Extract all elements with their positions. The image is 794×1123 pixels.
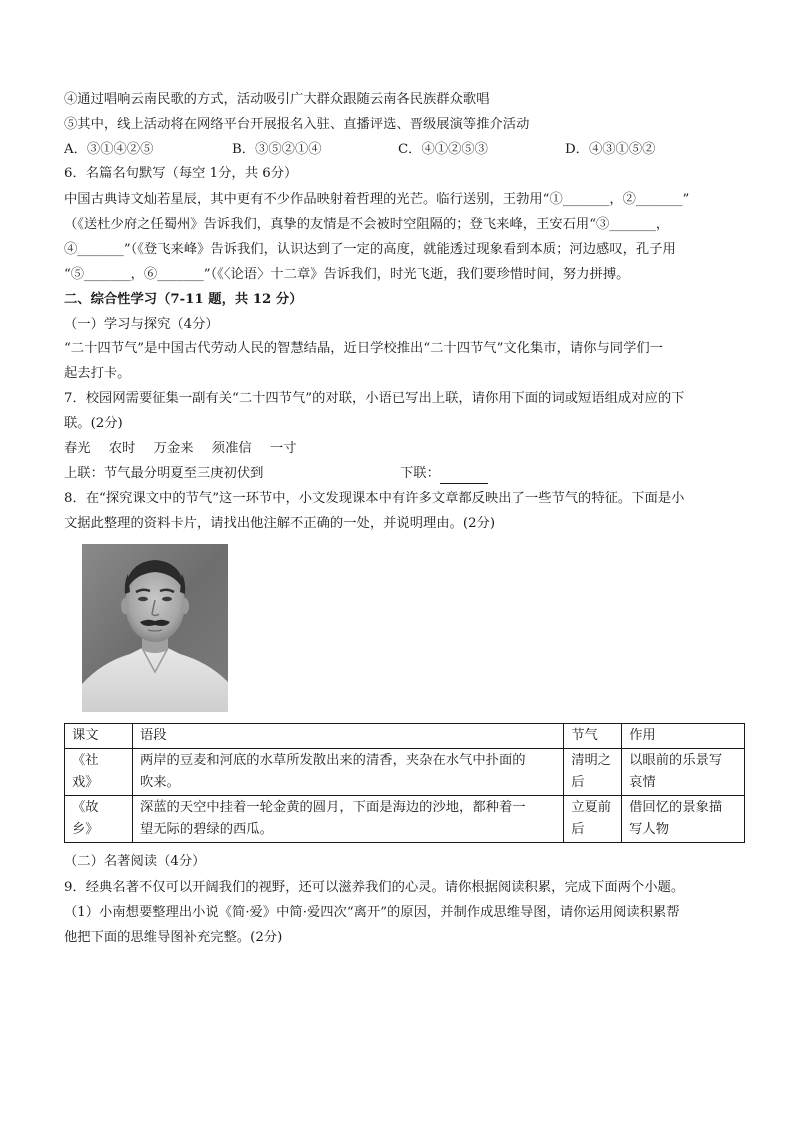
cell-passage: [132, 796, 563, 843]
q9-sub1-line-1: （1）小南想要整理出小说《简·爱》中简·爱四次“离开”的原因，并制作成思维导图，请你运用阅读积累帮: [64, 905, 680, 920]
q6-line-4: “⑤_______，⑥_______”（《〈论语〉十二章》告诉我们，时光飞逝，我们要珍惜时间，努力拼搏。: [64, 267, 630, 282]
cell-lesson: [65, 796, 133, 843]
cell-line: 乡》: [72, 822, 99, 837]
q7-word-bank: [64, 440, 311, 458]
q7-lower-blank[interactable]: [440, 465, 488, 484]
table-row: [65, 796, 745, 843]
cell-line: 以眼前的乐景写: [629, 753, 723, 768]
q8-line-2: 文据此整理的资料卡片，请找出他注解不正确的一处，并说明理由。(2分): [64, 516, 496, 531]
portrait-illustration: [82, 544, 228, 712]
cell-line: 后: [571, 775, 585, 790]
cell-line: 《故: [72, 800, 99, 815]
q7-word: 一寸: [269, 441, 297, 456]
q6-line-3: ④_______”（《登飞来峰》告诉我们，认识达到了一定的高度，就能透过现象看到本质；河边感叹，孔子用: [64, 242, 676, 257]
q5-option-a: A．③①④②⑤: [64, 142, 154, 157]
q9-line-1: 9．经典名著不仅可以开阔我们的视野，还可以滋养我们的心灵。请你根据阅读积累，完成下面两个小题。: [64, 880, 685, 895]
header-effect: 作用: [622, 724, 745, 749]
q7-word: 万金来: [153, 441, 194, 456]
cell-line: 后: [571, 822, 585, 837]
cell-effect: [622, 749, 745, 796]
header-passage: 语段: [132, 724, 563, 749]
part-1-title: （一）学习与探究（4分）: [64, 317, 219, 332]
cell-line: 两岸的豆麦和河底的水草所发散出来的清香，夹杂在水气中扑面的: [139, 753, 526, 768]
q8-line-1: 8．在“探究课文中的节气”这一环节中，小文发现课本中有许多文章都反映出了一些节气的特征。下面是小: [64, 491, 685, 506]
table-header-row: [65, 724, 745, 749]
table-row: [65, 749, 745, 796]
q7-lower-label: 下联：: [400, 466, 440, 481]
cell-effect: [622, 796, 745, 843]
cell-line: 深蓝的天空中挂着一轮金黄的圆月，下面是海边的沙地，都种着一: [139, 800, 526, 815]
cell-term: [564, 796, 622, 843]
section-2-intro-line-2: 起去打卡。: [64, 366, 131, 381]
q8-notes-table: [64, 723, 745, 843]
q9-sub1-line-2: 他把下面的思维导图补充完整。(2分): [64, 930, 283, 945]
q7-upper-couplet: 上联：节气最分明夏至三庚初伏到: [64, 466, 264, 481]
q5-item-5: ⑤其中，线上活动将在网络平台开展报名入驻、直播评选、晋级展演等推介活动: [64, 117, 530, 132]
cell-line: 清明之: [571, 753, 612, 768]
cell-passage: [132, 749, 563, 796]
q7-word: 须准信: [211, 441, 252, 456]
portrait-photo: [82, 544, 228, 712]
q6-line-1: 中国古典诗文灿若星辰，其中更有不少作品映射着哲理的光芒。临行送别，王勃用“①_______，②_______”: [64, 192, 690, 207]
cell-line: 立夏前: [571, 800, 612, 815]
cell-term: [564, 749, 622, 796]
q7-line-2: 联。(2分): [64, 416, 123, 431]
q5-option-b: B．③⑤②①④: [232, 142, 322, 157]
part-2-title: （二）名著阅读（4分）: [64, 854, 206, 869]
cell-line: 《社: [72, 753, 99, 768]
q7-lower-couplet: [400, 465, 488, 484]
q5-item-4: ④通过唱响云南民歌的方式，活动吸引广大群众跟随云南各民族群众歌唱: [64, 92, 490, 107]
cell-line: 借回忆的景象描: [629, 800, 723, 815]
cell-line: 写人物: [629, 822, 670, 837]
q7-word: 春光: [64, 441, 91, 456]
q5-option-d: D．④③①⑤②: [565, 142, 656, 157]
q6-line-2: （《送杜少府之任蜀州》告诉我们，真挚的友情是不会被时空阻隔的；登飞来峰，王安石用“③_______，: [64, 217, 670, 232]
q5-option-c: C．④①②⑤③: [398, 142, 488, 157]
q6-title: 6．名篇名句默写（每空 1分，共 6分）: [64, 166, 298, 181]
cell-line: 望无际的碧绿的西瓜。: [139, 822, 273, 837]
q7-word: 农时: [108, 441, 136, 456]
cell-line: 戏》: [72, 775, 99, 790]
header-lesson: 课文: [65, 724, 133, 749]
cell-line: 吹来。: [139, 775, 180, 790]
section-2-title: 二、综合性学习（7-11 题，共 12 分）: [64, 292, 303, 307]
cell-lesson: [65, 749, 133, 796]
cell-line: 哀情: [629, 775, 656, 790]
section-2-intro-line-1: “二十四节气”是中国古代劳动人民的智慧结晶，近日学校推出“二十四节气”文化集市，请你与同学们一: [64, 341, 663, 356]
header-term: 节气: [564, 724, 622, 749]
q7-line-1: 7．校园网需要征集一副有关“二十四节气”的对联，小语已写出上联，请你用下面的词或短语组成对应的下: [64, 391, 685, 406]
